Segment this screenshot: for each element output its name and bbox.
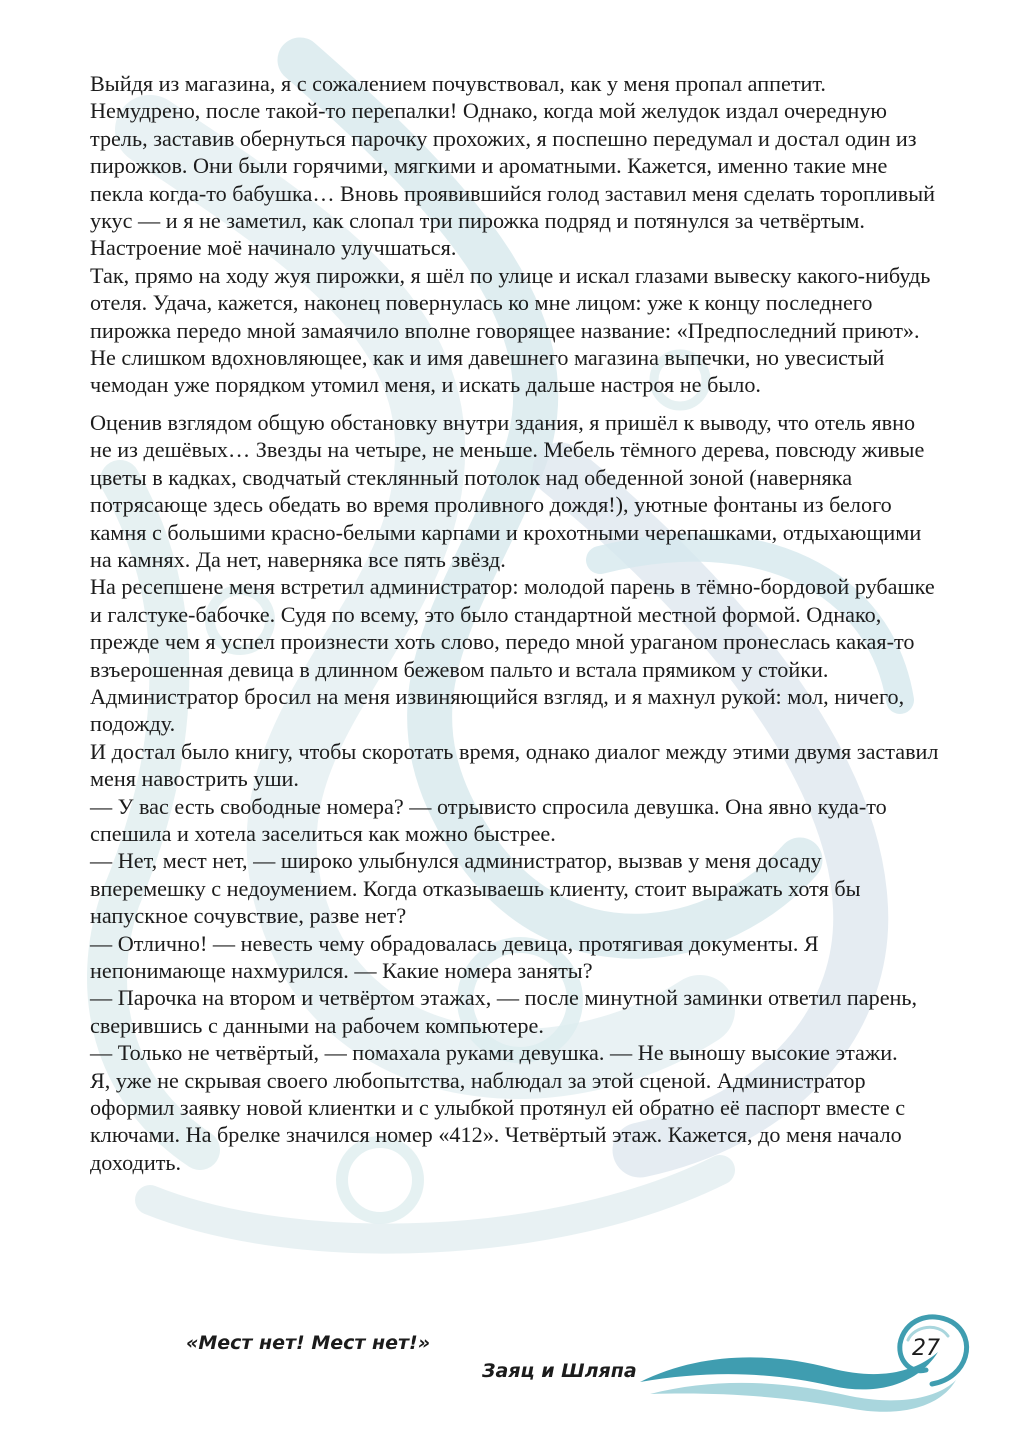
footer-wave-dark <box>640 1352 938 1389</box>
footer-wave-ornament <box>640 1317 967 1412</box>
paragraph: Так, прямо на ходу жуя пирожки, я шёл по улице и искал глазами вывеску какого-нибудь отеля. Удача, кажется, наконец повернулась ко мне лицом: уже к концу последнего пирожка передо мной замаячило вполне говорящее название: «Предпоследний приют». Не слишком вдохновляющее, как и имя давешнего магазина выпечки, но увесистый чемодан уже порядком утомил меня, и искать дальше настроя не было. <box>90 262 931 398</box>
paragraph: — Нет, мест нет, — широко улыбнулся администратор, вызвав у меня досаду вперемешку с недоумением. Когда отказываешь клиенту, стоит выражать хотя бы напускное сочувствие, разве нет? <box>90 848 861 929</box>
paragraph: И достал было книгу, чтобы скоротать время, однако диалог между этими двумя заставил меня навострить уши. <box>90 738 939 792</box>
footer-book-title: Заяц и Шляпа <box>482 1360 637 1382</box>
paragraph: — У вас есть свободные номера? — отрывисто спросила девушка. Она явно куда-то спешила и хотела заселиться как можно быстрее. <box>90 793 887 846</box>
paragraph: Оценив взглядом общую обстановку внутри здания, я пришёл к выводу, что отель явно не из дешёвых… Звезды на четыре, не меньше. Мебель тёмного дерева, повсюду живые цветы в кадках, сводчатый стеклянный потолок над обеденной зоной (наверняка потрясающе здесь обедать во время проливного дождя!), уютные фонтаны из белого камня с большими красно-белыми карпами и крохотными черепашками, отдыхающими на камнях. Да нет, наверняка все пять звёзд. <box>90 409 925 572</box>
swirl-band-6 <box>150 1170 720 1239</box>
story-text <box>90 70 940 1176</box>
paragraph: Выйдя из магазина, я с сожалением почувствовал, как у меня пропал аппетит. Немудрено, после такой-то перепалки! Однако, когда мой желудок издал очередную трель, заставив обернуться парочку прохожих, я поспешно передумал и достал один из пирожков. Они были горячими, мягкими и ароматными. Кажется, именно такие мне пекла когда-то бабушка… Вновь проявившийся голод заставил меня сделать торопливый укус — и я не заметил, как слопал три пирожка подряд и потянулся за четвёртым. Настроение моё начинало улучшаться. <box>90 71 935 261</box>
page-number: 27 <box>912 1336 940 1361</box>
paragraph: — Отлично! — невесть чему обрадовалась девица, протягивая документы. Я непонимающе нахмурился. — Какие номера заняты? <box>90 930 819 983</box>
paragraph: На ресепшене меня встретил администратор: молодой парень в тёмно-бордовой рубашке и галстуке-бабочке. Судя по всему, это было стандартной местной формой. Однако, прежде чем я успел произнести хоть слово, передо мной ураганом пронеслась какая-то взъерошенная девица в длинном бежевом пальто и встала прямиком у стойки. Администратор бросил на меня извиняющийся взгляд, и я махнул рукой: мол, ничего, подожду. <box>90 574 935 737</box>
footer-wave-light <box>650 1380 956 1412</box>
footer-quote: «Мест нет! Мест нет!» <box>186 1332 431 1354</box>
paragraph: — Только не четвёртый, — помахала руками девушка. — Не выношу высокие этажи. <box>90 1040 898 1066</box>
paragraph: — Парочка на втором и четвёртом этажах, — после минутной заминки ответил парень, сверившись с данными на рабочем компьютере. <box>90 985 918 1038</box>
paragraph: Я, уже не скрывая своего любопытства, наблюдал за этой сценой. Администратор оформил заявку новой клиентки и с улыбкой протянул ей обратно её паспорт вместе с ключами. На брелке значился номер «412». Четвёртый этаж. Кажется, до меня начало доходить. <box>90 1067 906 1175</box>
